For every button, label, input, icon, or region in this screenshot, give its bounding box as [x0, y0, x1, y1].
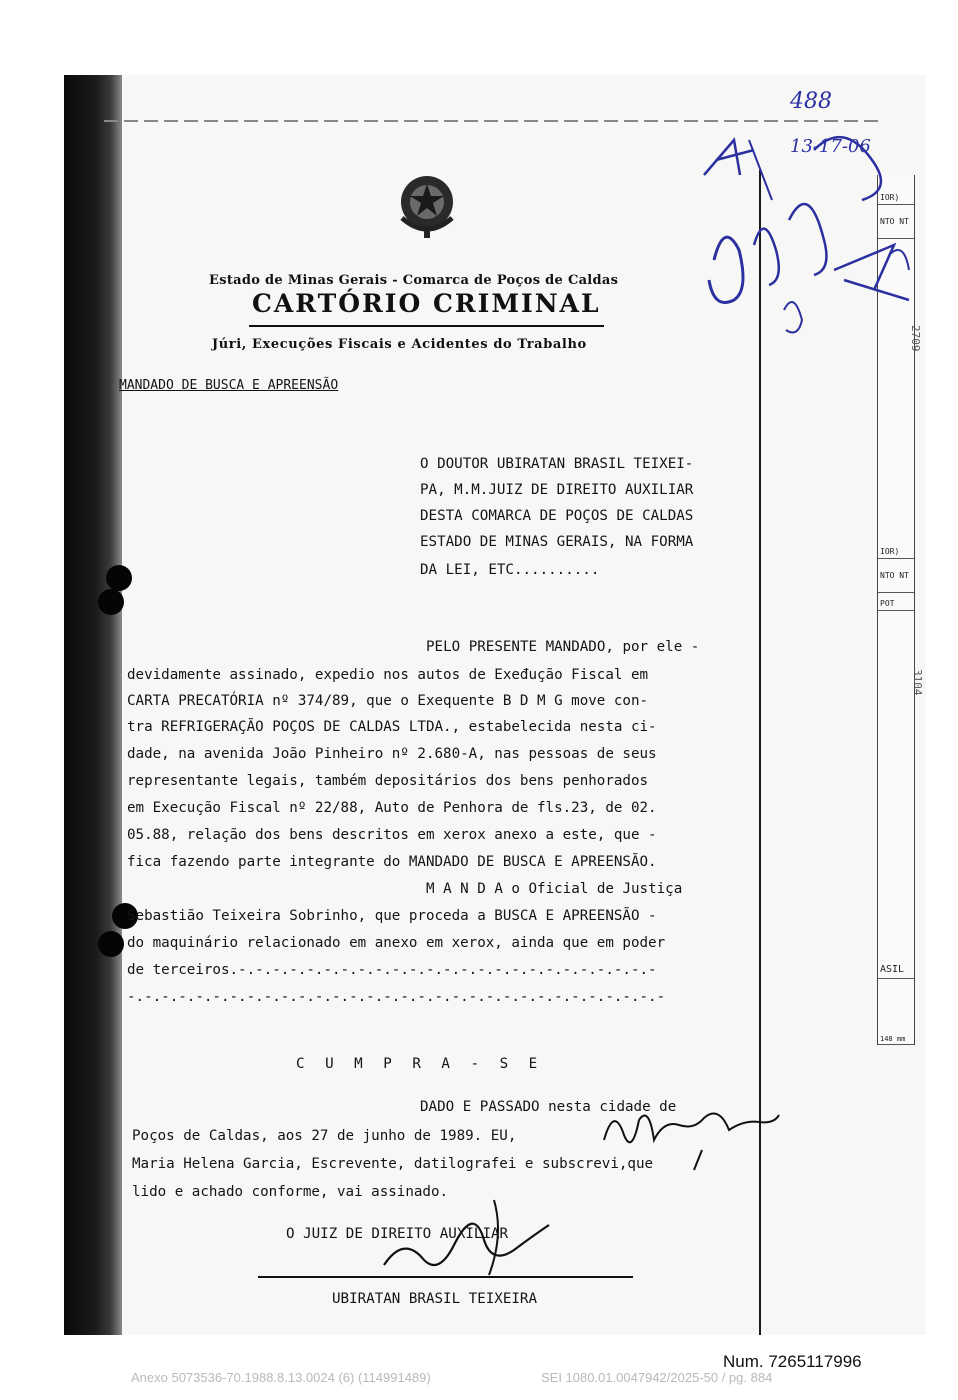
body-line: em Execução Fiscal nº 22/88, Auto de Penhora de fls.23, de 02.	[127, 800, 657, 816]
signature-title: O JUIZ DE DIREITO AUXILIAR	[286, 1226, 509, 1242]
body-line: M A N D A o Oficial de Justiça	[426, 881, 683, 897]
punch-hole-2	[98, 589, 124, 615]
strip-cell: NTO NT	[878, 217, 914, 239]
closing-line: DADO E PASSADO nesta cidade de	[420, 1099, 677, 1115]
cumpra-se: C U M P R A - S E	[296, 1056, 544, 1072]
body-line: tra REFRIGERAÇÃO POÇOS DE CALDAS LTDA., estabelecida nesta ci-	[127, 719, 657, 735]
judge-signature	[364, 1195, 564, 1285]
judge-line: DESTA COMARCA DE POÇOS DE CALDAS	[420, 508, 694, 524]
scanned-document	[64, 75, 926, 1335]
document-title: MANDADO DE BUSCA E APREENSÃO	[119, 378, 339, 393]
office-title: CARTÓRIO CRIMINAL	[252, 289, 601, 318]
handwritten-annotations	[694, 80, 926, 360]
closing-line: Maria Helena Garcia, Escrevente, datilografei e subscrevi,que	[132, 1156, 654, 1172]
body-line: -.-.-.-.-.-.-.-.-.-.-.-.-.-.-.-.-.-.-.-.-.-.-.-.-.-.-.-.-.-.-.-	[127, 989, 666, 1005]
annex-reference: Anexo 5073536-70.1988.8.13.0024 (6) (114991489)	[131, 1370, 431, 1385]
body-line: Sebastião Teixeira Sobrinho, que proceda a BUSCA E APREENSÃO -	[127, 908, 657, 924]
closing-line: Poços de Caldas, aos 27 de junho de 1989. EU,	[132, 1128, 517, 1144]
body-line: dade, na avenida João Pinheiro nº 2.680-A, nas pessoas de seus	[127, 746, 657, 762]
strip-cell: IOR)	[878, 193, 914, 205]
side-number: 2709	[909, 325, 922, 352]
document-number: Num. 7265117996	[723, 1352, 862, 1371]
judge-line: DA LEI, ETC..........	[420, 562, 600, 578]
clerk-signature	[594, 1100, 784, 1180]
punch-hole-4	[98, 931, 124, 957]
coat-of-arms-icon	[394, 170, 460, 242]
sei-reference: SEI 1080.01.0047942/2025-50 / pg. 884	[541, 1370, 773, 1385]
judge-line: PA, M.M.JUIZ DE DIREITO AUXILIAR	[420, 482, 694, 498]
closing-line: lido e achado conforme, vai assinado.	[132, 1184, 449, 1200]
state-line: Estado de Minas Gerais - Comarca de Poços de Caldas	[209, 273, 619, 288]
judge-line: ESTADO DE MINAS GERAIS, NA FORMA	[420, 534, 694, 550]
body-line: 05.88, relação dos bens descritos em xerox anexo a este, que -	[127, 827, 657, 843]
handwritten-date: 13-17-06	[790, 136, 871, 157]
strip-cell: 148 mm	[878, 1035, 914, 1045]
body-line: CARTA PRECATÓRIA nº 374/89, que o Exequente B D M G move con-	[127, 693, 649, 709]
strip-cell: NTO NT	[878, 571, 914, 593]
punch-hole-1	[106, 565, 132, 591]
body-line: fica fazendo parte integrante do MANDADO DE BUSCA E APREENSÃO.	[127, 854, 657, 870]
strip-cell: POT	[878, 599, 914, 611]
office-underline	[249, 325, 604, 327]
body-line: do maquinário relacionado em anexo em xerox, ainda que em poder	[127, 935, 666, 951]
judge-line: O DOUTOR UBIRATAN BRASIL TEIXEI-	[420, 456, 694, 472]
strip-cell: ASIL	[878, 965, 914, 979]
signature-name: UBIRATAN BRASIL TEIXEIRA	[332, 1291, 537, 1307]
strip-cell: IOR)	[878, 547, 914, 559]
office-subtitle: Júri, Execuções Fiscais e Acidentes do Trabalho	[212, 337, 587, 352]
side-number: 3104	[911, 669, 924, 696]
handwritten-number: 488	[790, 89, 832, 114]
body-line: de terceiros.-.-.-.-.-.-.-.-.-.-.-.-.-.-.-.-.-.-.-.-.-.-.-.-.-	[127, 962, 657, 978]
binding-shadow	[64, 75, 122, 1335]
body-line: PELO PRESENTE MANDADO, por ele -	[426, 639, 700, 655]
body-line: representante legais, também depositários dos bens penhorados	[127, 773, 649, 789]
body-line: devidamente assinado, expedio nos autos de Exeđução Fiscal em	[127, 667, 649, 683]
